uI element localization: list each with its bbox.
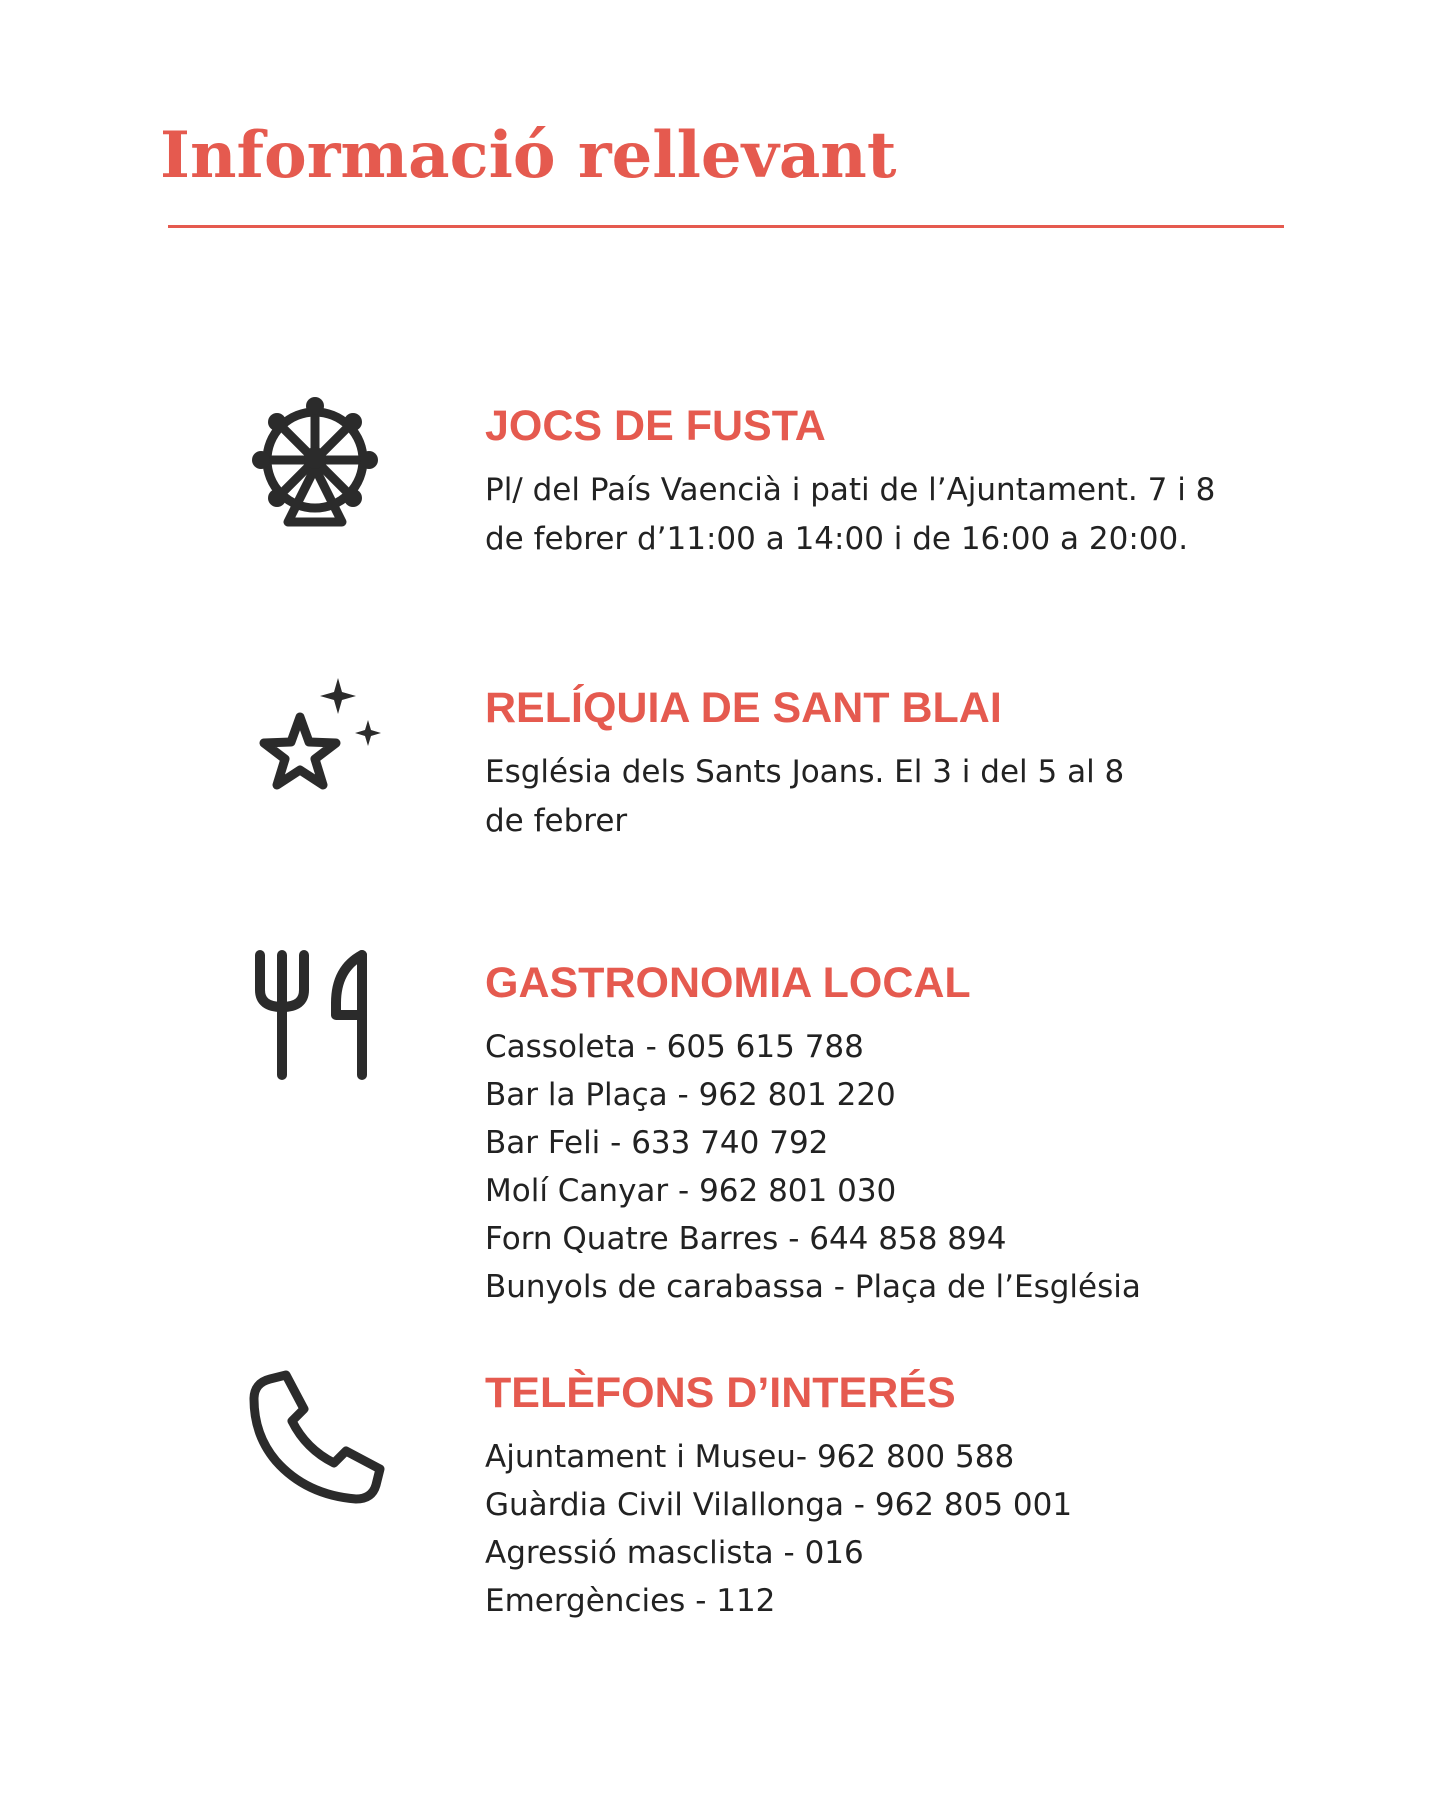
list-item: Molí Canyar - 962 801 030 [485, 1173, 897, 1209]
section-heading: GASTRONOMIA LOCAL [485, 959, 971, 1007]
list-item: Ajuntament i Museu- 962 800 588 [485, 1439, 1015, 1475]
list-item: Bar Feli - 633 740 792 [485, 1125, 829, 1161]
section-heading: JOCS DE FUSTA [485, 402, 826, 450]
fork-knife-icon [240, 945, 390, 1095]
section-description: Pl/ del País Vaencià i pati de l’Ajuntament. 7 i 8 de febrer d’11:00 a 14:00 i de 16:00 a 20:00. [485, 472, 1216, 557]
list-item: Agressió masclista - 016 [485, 1535, 864, 1571]
section-heading: TELÈFONS D’INTERÉS [485, 1369, 956, 1417]
list-item: Cassoleta - 605 615 788 [485, 1029, 864, 1065]
list-item: Guàrdia Civil Vilallonga - 962 805 001 [485, 1487, 1073, 1523]
section-description: Església dels Sants Joans. El 3 i del 5 al 8 de febrer [485, 754, 1125, 839]
section-heading: RELÍQUIA DE SANT BLAI [485, 684, 1002, 732]
restaurant-list [485, 1023, 1225, 1311]
page-title: Informació rellevant [160, 118, 897, 193]
phone-icon [240, 1365, 390, 1515]
list-item: Bunyols de carabassa - Plaça de l’Església [485, 1269, 1141, 1305]
phone-list [485, 1433, 1225, 1625]
ferris-wheel-icon [240, 390, 390, 540]
title-divider [168, 225, 1284, 228]
list-item: Bar la Plaça - 962 801 220 [485, 1077, 896, 1113]
list-item: Forn Quatre Barres - 644 858 894 [485, 1221, 1007, 1257]
list-item: Emergències - 112 [485, 1583, 776, 1619]
sparkle-star-icon [240, 670, 390, 820]
